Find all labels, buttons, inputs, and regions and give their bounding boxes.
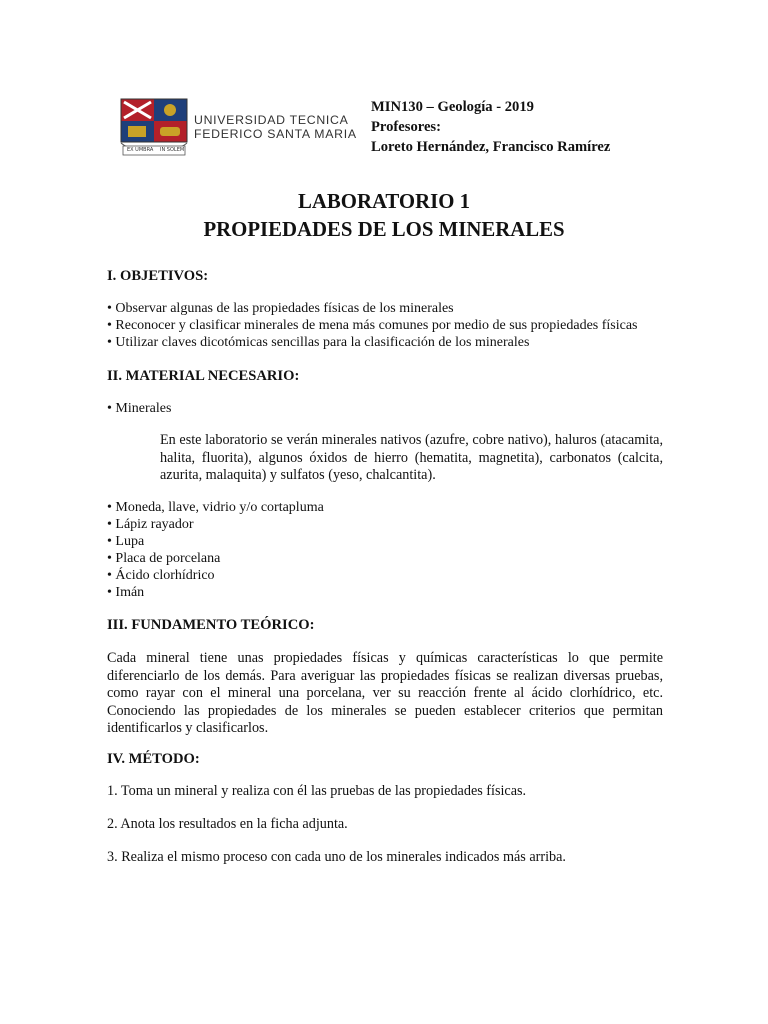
list-item bbox=[107, 334, 638, 351]
list-item bbox=[107, 533, 324, 550]
list-item bbox=[107, 584, 324, 601]
objetivos-list bbox=[107, 300, 638, 351]
list-item bbox=[107, 317, 638, 334]
list-item-text: Placa de porcelana bbox=[115, 551, 221, 566]
university-name-line2: FEDERICO SANTA MARIA bbox=[194, 127, 357, 141]
section-heading-fundamento: III. FUNDAMENTO TEÓRICO: bbox=[107, 617, 315, 633]
university-logo bbox=[120, 96, 357, 158]
list-item-text: Imán bbox=[115, 585, 145, 600]
university-name-line1: UNIVERSIDAD TECNICA bbox=[194, 113, 349, 127]
list-item-text: Lápiz rayador bbox=[115, 517, 194, 532]
doc-title-line1: LABORATORIO 1 bbox=[298, 190, 470, 213]
section-heading-material: II. MATERIAL NECESARIO: bbox=[107, 368, 300, 384]
list-item-text: Observar algunas de las propiedades físicas de los minerales bbox=[115, 301, 454, 316]
minerals-note: En este laboratorio se verán minerales nativos (azufre, cobre nativo), haluros (atacamita, halita, fluorita), algunos óxidos de hierro (hematita, magnetita), carbonatos (calcita, azurita, malaquita) y sulfatos (yeso, chalcantita). bbox=[160, 432, 663, 483]
list-item bbox=[107, 499, 324, 516]
list-item bbox=[107, 400, 171, 417]
course-code: MIN130 – Geología - 2019 bbox=[371, 99, 534, 115]
material-list bbox=[107, 499, 324, 601]
list-item-text: Moneda, llave, vidrio y/o cortapluma bbox=[115, 500, 324, 515]
course-info bbox=[371, 97, 610, 157]
material-first-list bbox=[107, 400, 171, 417]
doc-title-line2: PROPIEDADES DE LOS MINERALES bbox=[203, 218, 565, 241]
list-item-text: Reconocer y clasificar minerales de mena más comunes por medio de sus propiedades físicas bbox=[115, 318, 638, 333]
method-step: 3. Realiza el mismo proceso con cada uno de los minerales indicados más arriba. bbox=[107, 849, 566, 865]
method-step: 1. Toma un mineral y realiza con él las pruebas de las propiedades físicas. bbox=[107, 783, 527, 799]
seal-motto-left: EX UMBRA bbox=[127, 147, 154, 153]
list-item-text: Lupa bbox=[115, 534, 145, 549]
professors-names: Loreto Hernández, Francisco Ramírez bbox=[371, 139, 611, 155]
list-item-text: Ácido clorhídrico bbox=[115, 568, 215, 583]
professors-label: Profesores: bbox=[371, 119, 441, 135]
fundamento-text: Cada mineral tiene unas propiedades físicas y químicas características lo que permite diferenciarlo de los demás. Para averiguar las propiedades físicas se realizan diversas pruebas, como rayar con el mineral una porcelana, ver su reacción frente al ácido clorhídrico, etc. Conociendo las propiedades de los minerales se pueden establecer criterios que permitan identificarlos y clasificarlos. bbox=[107, 650, 663, 736]
list-item bbox=[107, 300, 638, 317]
method-step: 2. Anota los resultados en la ficha adjunta. bbox=[107, 816, 348, 832]
list-item-text: Minerales bbox=[115, 401, 172, 416]
list-item bbox=[107, 516, 324, 533]
seal-motto-right: IN SOLEM bbox=[160, 147, 185, 153]
list-item bbox=[107, 567, 324, 584]
section-heading-metodo: IV. MÉTODO: bbox=[107, 751, 200, 767]
list-item-text: Utilizar claves dicotómicas sencillas para la clasificación de los minerales bbox=[115, 335, 530, 350]
list-item bbox=[107, 550, 324, 567]
section-heading-objetivos: I. OBJETIVOS: bbox=[107, 268, 209, 284]
